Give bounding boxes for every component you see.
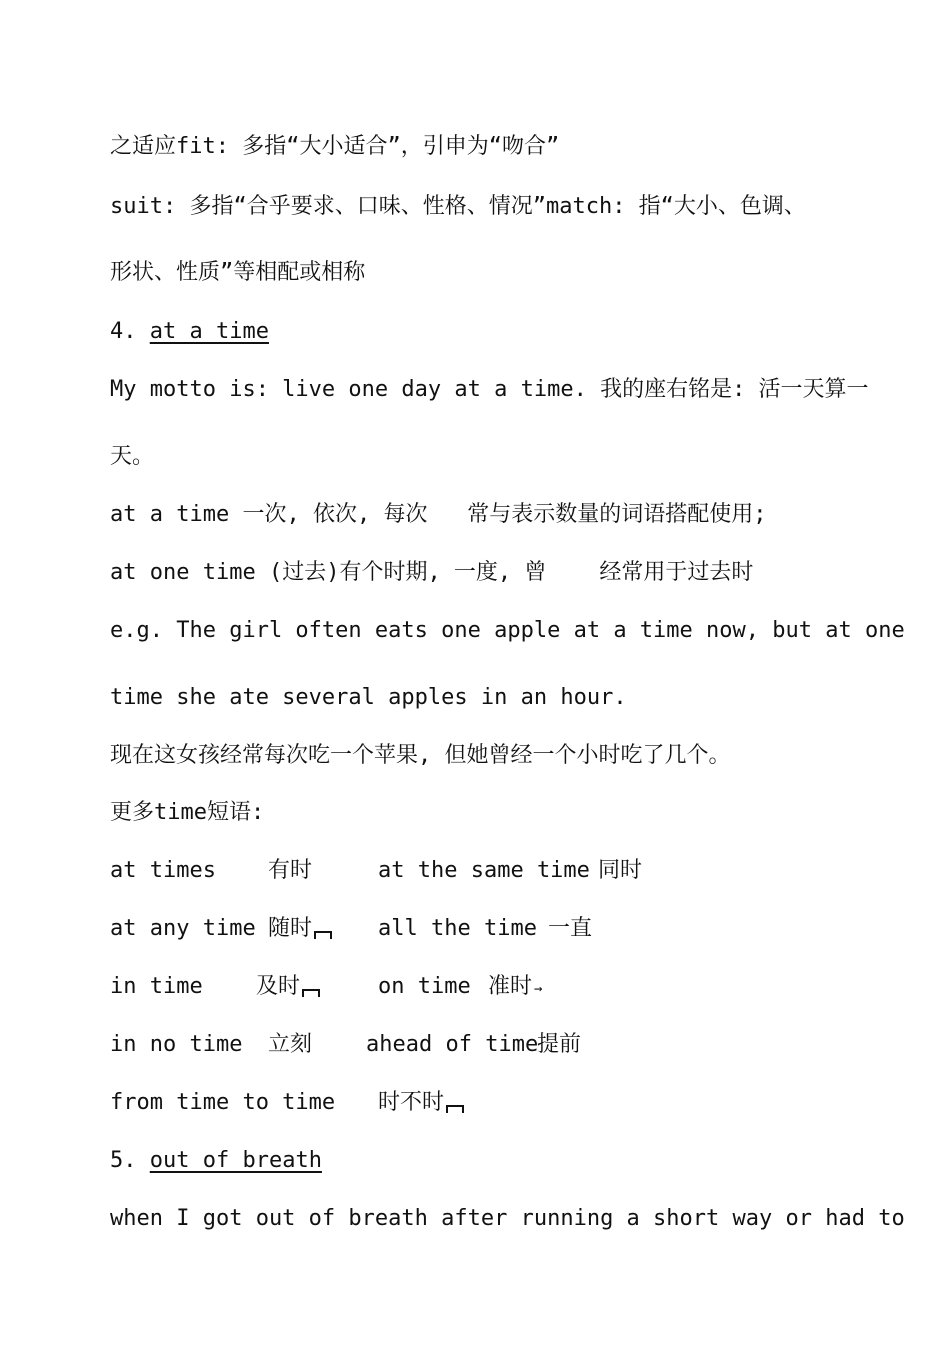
section-5-heading <box>110 1150 322 1172</box>
phrase-zh: 提前 <box>537 1032 582 1057</box>
phrase-zh: 一直 <box>548 916 593 941</box>
phrase-zh: 同时 <box>598 858 643 883</box>
phrase-zh: 及时 <box>256 974 301 999</box>
def-note: 经常用于过去时 <box>599 560 754 585</box>
phrase-en: from time to time <box>110 1090 336 1115</box>
phrase-en: at the same time <box>378 858 590 883</box>
example-sentence-2: time she ate several apples in an hour. <box>110 685 627 710</box>
phrase-en: at times <box>110 858 216 883</box>
phrase-en: at any time <box>110 916 256 941</box>
section-title: out of breath <box>149 1148 322 1173</box>
definition-at-one-time <box>110 562 753 584</box>
def-note: 常与表示数量的词语搭配使用; <box>467 502 767 527</box>
phrase-zh: 准时 <box>488 974 533 999</box>
phrase-zh: 立刻 <box>268 1032 313 1057</box>
phrase-zh-wrap <box>378 1092 466 1115</box>
phrase-en: ahead of time <box>366 1032 539 1057</box>
phrase-zh: 随时 <box>268 916 313 941</box>
phrase-en: on time <box>378 974 471 999</box>
def-zh: (过去)有个时期, 一度, 曾 <box>268 560 547 585</box>
phrase-zh-wrap <box>268 918 334 941</box>
motto-example-cont: 天。 <box>110 444 155 469</box>
section-title: at a time <box>149 319 269 344</box>
break-mark-icon <box>444 1101 466 1115</box>
break-mark-icon <box>312 927 334 941</box>
phrase-en: all the time <box>378 916 537 941</box>
phrase-en: in no time <box>110 1032 243 1057</box>
phrase-en: in time <box>110 974 203 999</box>
break-mark-icon <box>300 985 322 999</box>
def-en: at one time <box>110 560 256 585</box>
phrase-zh: 时不时 <box>378 1090 445 1115</box>
example-translation: 现在这女孩经常每次吃一个苹果, 但她曾经一个小时吃了几个。 <box>110 743 731 768</box>
motto-example: My motto is: live one day at a time. 我的座右铭是: 活一天算一 <box>110 377 869 402</box>
text-line-suit: suit: 多指“合乎要求、口味、性格、情况”match: 指“大小、色调、 <box>110 194 806 219</box>
def-en: at a time <box>110 502 230 527</box>
section-number: 4. <box>110 319 137 344</box>
example-sentence-1: e.g. The girl often eats one apple at a time now, but at one <box>110 618 905 643</box>
text-line-fit: 之适应fit: 多指“大小适合”，引申为“吻合” <box>110 134 560 159</box>
section-number: 5. <box>110 1148 137 1173</box>
phrase-zh: 有时 <box>268 858 313 883</box>
section-4-heading <box>110 321 269 343</box>
text-line-match: 形状、性质”等相配或相称 <box>110 260 366 285</box>
definition-at-a-time <box>110 504 766 526</box>
section-5-text: when I got out of breath after running a short way or had to <box>110 1206 905 1231</box>
more-phrases-heading: 更多time短语: <box>110 800 265 825</box>
phrase-zh-wrap <box>488 976 542 998</box>
def-zh: 一次, 依次, 每次 <box>242 502 428 527</box>
phrase-zh-wrap <box>256 976 322 999</box>
tab-mark-icon: → <box>534 981 543 997</box>
